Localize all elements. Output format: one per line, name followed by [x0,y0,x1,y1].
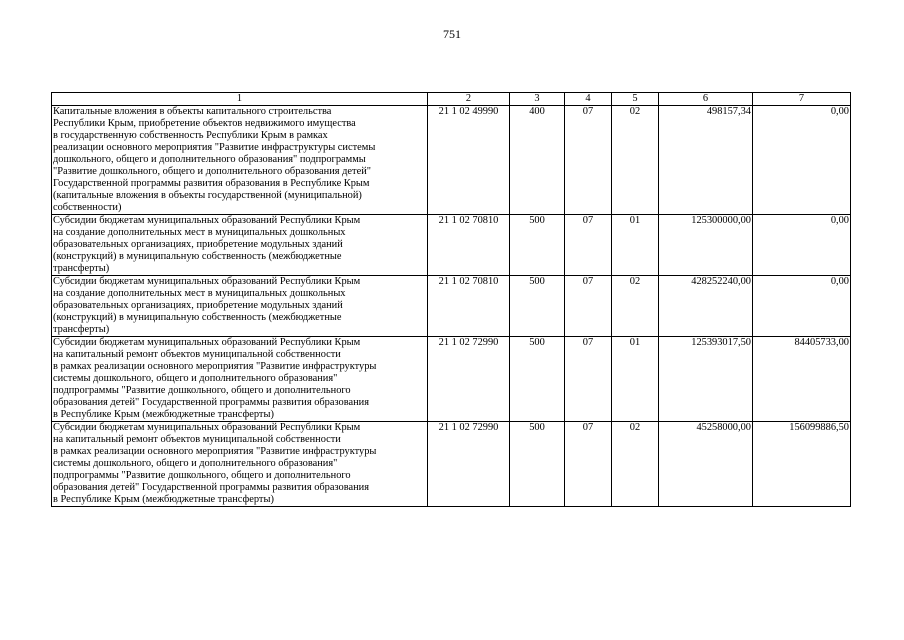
header-row [52,93,851,106]
column-header: 4 [565,93,612,106]
row-amount-7: 156099886,50 [753,422,851,507]
row-col4: 07 [565,106,612,215]
row-description: Капитальные вложения в объекты капитального строительства Республики Крым, приобретение объектов недвижимого имущества в государственную собственность Республики Крым в рамках реализации основного мероприятия "Развитие инфраструктуры системы дошкольного, общего и дополнительного образования" подпрограммы "Развитие дошкольного, общего и дополнительного образования детей" Государственной программы развития образования в Республике Крым (капитальные вложения в объекты государственной (муниципальной) собственности) [52,106,428,215]
table-row [52,422,851,507]
row-code: 21 1 02 70810 [428,276,510,337]
column-header: 6 [659,93,753,106]
row-col5: 02 [612,422,659,507]
budget-table [51,92,851,507]
row-col5: 01 [612,215,659,276]
row-col5: 02 [612,106,659,215]
row-description: Субсидии бюджетам муниципальных образований Республики Крым на капитальный ремонт объектов муниципальной собственности в рамках реализации основного мероприятия "Развитие инфраструктуры системы дошкольного, общего и дополнительного образования" подпрограммы "Развитие дошкольного, общего и дополнительного образования детей" Государственной программы развития образования в Республике Крым (межбюджетные трансферты) [52,422,428,507]
column-header: 3 [510,93,565,106]
row-amount-6: 428252240,00 [659,276,753,337]
row-col3: 500 [510,215,565,276]
row-code: 21 1 02 70810 [428,215,510,276]
row-col4: 07 [565,276,612,337]
row-description: Субсидии бюджетам муниципальных образований Республики Крым на создание дополнительных мест в муниципальных дошкольных образовательных организациях, приобретение модульных зданий (конструкций) в муниципальную собственность (межбюджетные трансферты) [52,215,428,276]
row-col3: 500 [510,337,565,422]
row-description: Субсидии бюджетам муниципальных образований Республики Крым на капитальный ремонт объектов муниципальной собственности в рамках реализации основного мероприятия "Развитие инфраструктуры системы дошкольного, общего и дополнительного образования" подпрограммы "Развитие дошкольного, общего и дополнительного образования детей" Государственной программы развития образования в Республике Крым (межбюджетные трансферты) [52,337,428,422]
row-col4: 07 [565,422,612,507]
page-number: 751 [443,27,461,41]
column-header: 5 [612,93,659,106]
table-row [52,215,851,276]
row-code: 21 1 02 49990 [428,106,510,215]
row-description: Субсидии бюджетам муниципальных образований Республики Крым на создание дополнительных мест в муниципальных дошкольных образовательных организациях, приобретение модульных зданий (конструкций) в муниципальную собственность (межбюджетные трансферты) [52,276,428,337]
table-row [52,337,851,422]
row-col5: 01 [612,337,659,422]
row-amount-6: 125300000,00 [659,215,753,276]
row-col3: 500 [510,422,565,507]
column-header: 7 [753,93,851,106]
row-code: 21 1 02 72990 [428,337,510,422]
row-col5: 02 [612,276,659,337]
row-code: 21 1 02 72990 [428,422,510,507]
row-col3: 500 [510,276,565,337]
row-amount-6: 45258000,00 [659,422,753,507]
row-amount-6: 498157,34 [659,106,753,215]
row-amount-7: 0,00 [753,215,851,276]
column-header: 2 [428,93,510,106]
table-row [52,276,851,337]
row-col4: 07 [565,337,612,422]
row-amount-7: 0,00 [753,106,851,215]
row-amount-6: 125393017,50 [659,337,753,422]
row-col4: 07 [565,215,612,276]
table-row [52,106,851,215]
column-header: 1 [52,93,428,106]
row-amount-7: 0,00 [753,276,851,337]
row-col3: 400 [510,106,565,215]
row-amount-7: 84405733,00 [753,337,851,422]
